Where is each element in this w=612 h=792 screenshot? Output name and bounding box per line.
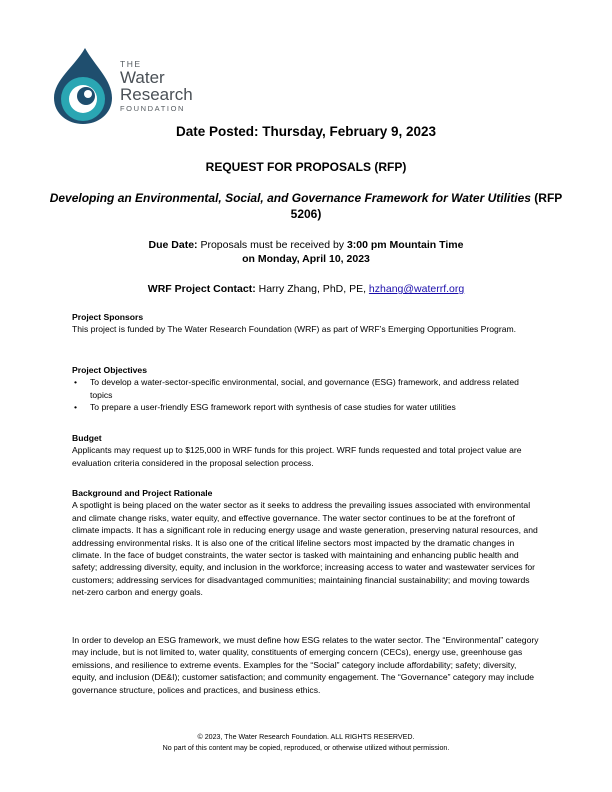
rfp-title — [40, 190, 572, 222]
footer-notice: No part of this content may be copied, reproduced, or otherwise utilized without permission. — [162, 744, 450, 752]
list-item: • To develop a water-sector-specific environmental, social, and governance (ESG) framework, and address related topics — [72, 376, 542, 401]
budget-heading: Budget — [72, 433, 102, 443]
objectives-section — [72, 364, 542, 414]
due-text: Proposals must be received by — [197, 239, 347, 251]
project-contact — [40, 283, 572, 295]
due-label: Due Date: — [148, 239, 198, 251]
rfp-title-text: Developing an Environmental, Social, and Governance Framework for Water Utilities — [49, 191, 531, 205]
date-posted: Date Posted: Thursday, February 9, 2023 — [175, 124, 437, 139]
sponsors-section — [72, 311, 542, 336]
budget-section — [72, 432, 542, 469]
sponsors-text: This project is funded by The Water Research Foundation (WRF) as part of WRF’s Emerging Opportunities Program. — [72, 324, 517, 335]
contact-email-link[interactable]: hzhang@waterrf.org — [368, 283, 465, 295]
due-time: 3:00 pm Mountain Time — [346, 239, 464, 251]
contact-name: Harry Zhang, PhD, PE, — [255, 283, 369, 295]
logo-the: THE — [120, 59, 142, 69]
logo-water: Water — [120, 67, 165, 87]
footer — [40, 732, 572, 754]
background-heading: Background and Project Rationale — [72, 488, 213, 498]
footer-copyright: © 2023, The Water Research Foundation. ALL RIGHTS RESERVED. — [197, 733, 415, 741]
logo-foundation: FOUNDATION — [120, 103, 186, 113]
rfp-heading: REQUEST FOR PROPOSALS (RFP) — [205, 160, 407, 174]
rfp-number: (RFP 5206) — [290, 191, 563, 221]
background-section — [72, 487, 542, 599]
budget-text: Applicants may request up to $125,000 in WRF funds for this project. WRF funds requested and total project value are evaluation criteria considered in the proposal selection process. — [72, 445, 522, 468]
background-section-2 — [72, 634, 542, 696]
background-paragraph-2: In order to develop an ESG framework, we must define how ESG relates to the water sector. The “Environmental” category may include, but is not limited to, water quality, constituents of emerging concern (CECs), energy use, greenhouse gas emissions, and resilience to extreme events. Examples for the “Social” category include affordability; safety; diversity, equity, and inclusion (DE&I); customer satisfaction; and community engagement. The “Governance” category may include governance structure, polices and practices, and business ethics. — [72, 635, 539, 695]
objectives-list — [72, 376, 542, 413]
background-paragraph-1: A spotlight is being placed on the water sector as it seeks to address the prevailing issues associated with environmental and climate change risks, water equity, and effective governance. The water sector continues to be at the forefront of climate impacts. It has a significant role in reducing energy usage and waste generation, preserving natural resources, and addressing environmental risks. It is also one of the critical lifeline sectors most impacted by the dramatic changes in climate. In the face of budget constraints, the water sector is tasked with maintaining and enhancing public health and safety; addressing diversity, equity, and inclusion in the workforce; increasing access to water and wastewater services for customers; addressing services for disadvantaged communities; maintaining financial sustainability; and moving towards net-zero carbon and energy goals. — [72, 500, 538, 598]
logo-research: Research — [120, 84, 193, 104]
due-date — [40, 238, 572, 266]
contact-label: WRF Project Contact: — [147, 283, 256, 295]
due-day: on Monday, April 10, 2023 — [242, 253, 370, 265]
sponsors-heading: Project Sponsors — [72, 312, 144, 322]
list-item: • To prepare a user-friendly ESG framework report with synthesis of case studies for water utilities — [72, 401, 542, 413]
logo-wordmark — [120, 60, 193, 112]
objectives-heading: Project Objectives — [72, 365, 147, 375]
